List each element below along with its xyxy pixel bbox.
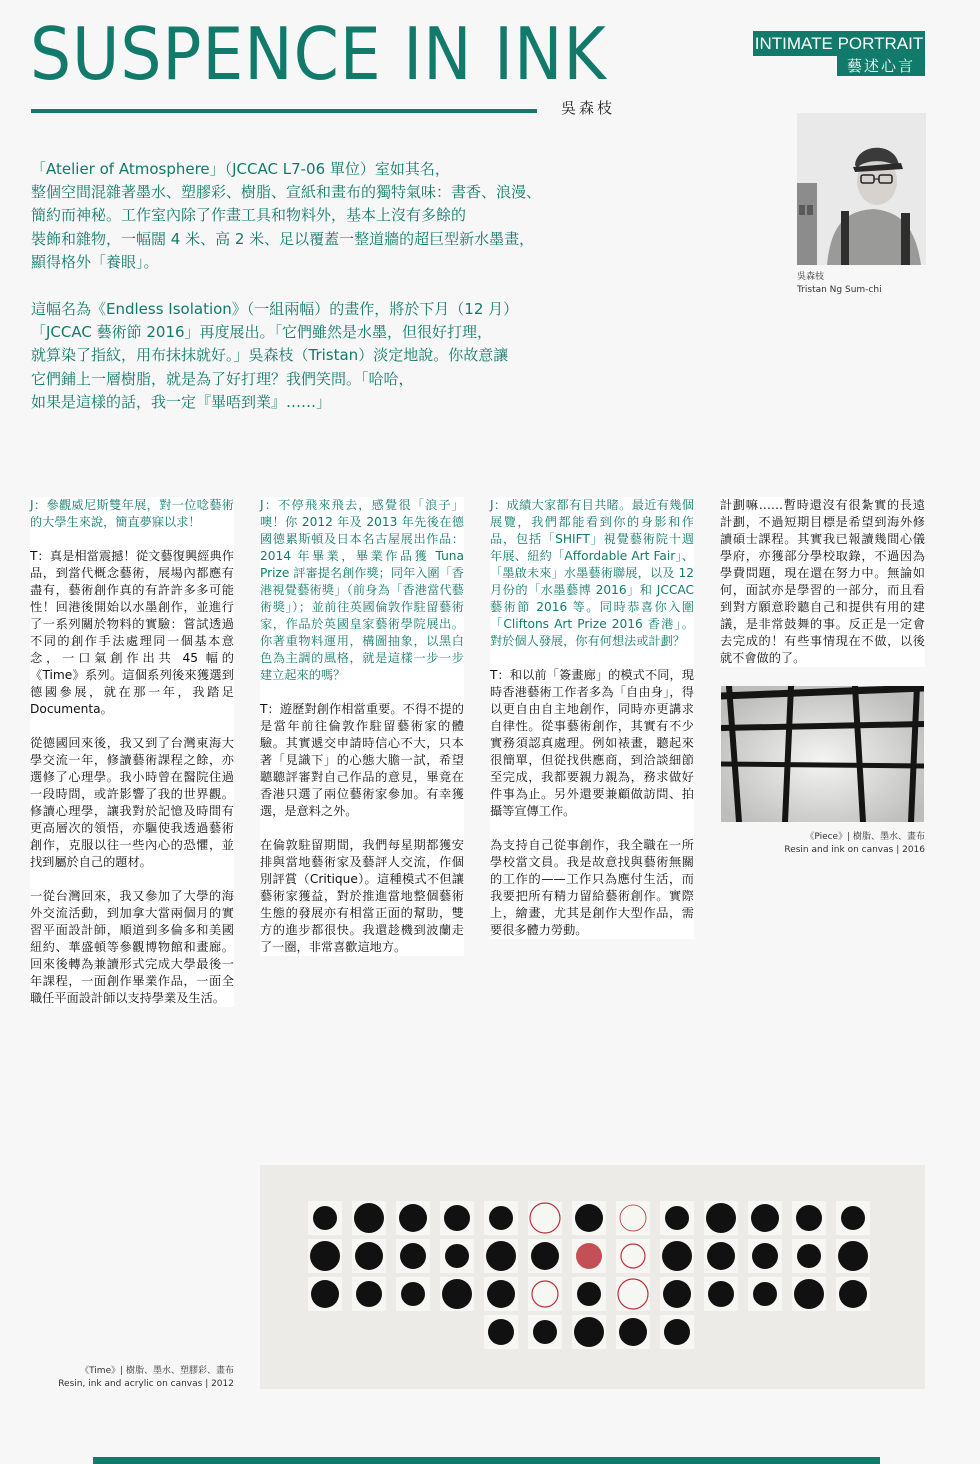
ink-circle (753, 1282, 777, 1306)
time-caption (30, 1365, 234, 1391)
artwork-time-image (260, 1165, 925, 1389)
ink-circle (751, 1204, 779, 1232)
interview-question: J：成績大家都有目共睹。最近有幾個展覽，我們都能看到你的身影和作品，包括「SHIFT」視覺藝術院十週年展、紐約「Affordable Art Fair」、「墨啟未來」水墨藝術聯展，以及 12 月份的「水墨藝博 2016」和 JCCAC 藝術節 2016 等。同時恭喜你入圍「Cliftons Art Prize 2016 香港」。對於個人發展，你有何想法或計劃？ (490, 498, 694, 648)
time-tile (528, 1277, 562, 1311)
ink-circle (839, 1280, 867, 1308)
ink-circle (662, 1241, 692, 1271)
section-badge (753, 31, 925, 76)
ink-circle (488, 1319, 514, 1345)
ink-circle (576, 1243, 602, 1269)
time-tile (616, 1277, 650, 1311)
ink-circle (706, 1203, 736, 1233)
portrait-caption-en: Tristan Ng Sum-chi (797, 285, 882, 295)
interview-answer: 在倫敦駐留期間，我們每星期都獲安排與當地藝術家及藝評人交流，作個別評賞（Critique）。這種模式不但讓藝術家獲益，對於推進當地整個藝術生態的發展亦有相當正面的幫助，雙方的進步都很快。我還趁機到波蘭走了一圈，非常喜歡這地方。 (260, 838, 464, 954)
ink-circle (442, 1279, 472, 1309)
portrait-caption (797, 271, 882, 297)
ink-circle (575, 1204, 603, 1232)
ink-circle (664, 1319, 690, 1345)
intro-line: 簡約而神秘。工作室內除了作畫工具和物料外，基本上沒有多餘的 (31, 206, 467, 225)
ink-circle (400, 1243, 426, 1269)
time-caption-zh: 《Time》| 樹脂、墨水、塑膠彩、畫布 (80, 1366, 234, 1376)
title-rule (31, 109, 537, 113)
interview-answer: 計劃嘛……暫時還沒有很紮實的長遠計劃，不過短期目標是希望到海外修讀碩士課程。其實我已報讀幾間心儀學府，亦獲部分學校取錄，不過因為學費問題，現在還在努力中。無論如何，面試亦是學習的一部分，而且看到對方願意聆聽自己和提供有用的建議，是非常鼓舞的事。反正是一定會去完成的！有些事情現在不做，以後就不會做的了。 (720, 498, 925, 665)
ink-circle (619, 1318, 647, 1346)
intro-line: 就算染了指紋，用布抹抹就好。」吳森枝（Tristan）淡定地說。你故意讓 (31, 346, 509, 365)
ink-circle (574, 1317, 604, 1347)
ink-circle (533, 1320, 557, 1344)
ink-circle (531, 1242, 559, 1270)
ink-circle (841, 1206, 865, 1230)
interview-answer: T：遊歷對創作相當重要。不得不提的是當年前往倫敦作駐留藝術家的體驗。其實遞交申請時信心不大，只本著「見識下」的心態大膽一試，希望聽聽評審對自己作品的意見，畢竟在香港只選了兩位藝術家參加。有幸獲選，是意料之外。 (260, 702, 464, 818)
ink-circle (794, 1279, 824, 1309)
ink-circle (838, 1241, 868, 1271)
piece-caption-zh: 《Piece》| 樹脂、墨水、畫布 (805, 832, 925, 842)
intro-line: 整個空間混雜著墨水、塑膠彩、樹脂、宣紙和畫布的獨特氣味：書香、浪漫、 (31, 183, 542, 202)
ink-circle (444, 1205, 470, 1231)
ink-circle (356, 1281, 382, 1307)
interview-answer: 一從台灣回來，我又參加了大學的海外交流活動，到加拿大當兩個月的實習平面設計師，順道到多倫多和美國紐約、華盛頓等參觀博物館和畫廊。回來後轉為兼讀形式完成大學最後一年課程，一面創作畢業作品，一面全職任平面設計師以支持學業及生活。 (30, 889, 234, 1005)
ink-circle (401, 1282, 425, 1306)
article-column-2 (260, 497, 464, 956)
ink-circle (399, 1204, 427, 1232)
ink-circle (354, 1203, 384, 1233)
ink-circle (313, 1206, 337, 1230)
piece-caption (721, 831, 925, 857)
ink-circle (489, 1206, 513, 1230)
ink-circle (487, 1280, 515, 1308)
footer-bar (93, 1457, 880, 1464)
ink-circle (355, 1242, 383, 1270)
ink-circle (486, 1241, 516, 1271)
intro-paragraph-1 (31, 158, 651, 274)
intro-paragraph-2 (31, 298, 651, 414)
interview-answer: T：真是相當震撼！從文藝復興經典作品，到當代概念藝術，展場內都應有盡有，藝術創作真的有許許多多可能性！回港後開始以水墨創作，並進行了一系列關於物料的實驗：嘗試透過不同的創作手法處理同一個基本意念，一口氣創作出共 45 幅的《Time》系列。這個系列後來獲選到德國參展，就在那一年，我踏足 Documenta。 (30, 549, 234, 716)
intro-line: 「Atelier of Atmosphere」（JCCAC L7-06 單位）室如其名， (31, 160, 450, 178)
author-name: 吳森枝 (561, 99, 616, 117)
ink-circle (445, 1244, 469, 1268)
ink-circle (796, 1205, 822, 1231)
badge-english: INTIMATE PORTRAIT (753, 31, 925, 56)
ink-circle (310, 1241, 340, 1271)
intro-line: 這幅名為《Endless Isolation》（一組兩幅）的畫作，將於下月（12 月） (31, 300, 519, 318)
piece-caption-en: Resin and ink on canvas | 2016 (784, 845, 925, 855)
intro-line: 「JCCAC 藝術節 2016」再度展出。「它們雖然是水墨，但很好打理， (31, 323, 493, 342)
ink-circle (663, 1280, 691, 1308)
interview-question: J：參觀威尼斯雙年展，對一位唸藝術的大學生來說，簡直夢寐以求！ (30, 498, 234, 529)
page-title: SUSPENCE IN INK (30, 12, 607, 96)
time-tile (528, 1201, 562, 1235)
article-column-4 (720, 497, 925, 667)
intro-line: 裝飾和雜物，一幅闊 4 米、高 2 米、足以覆蓋一整道牆的超巨型新水墨畫， (31, 229, 535, 248)
badge-chinese: 藝述心言 (837, 56, 925, 76)
intro-line: 它們鋪上一層樹脂，就是為了好打理？我們笑問。「哈哈， (31, 369, 414, 388)
time-tile (616, 1201, 650, 1235)
ink-circle (665, 1206, 689, 1230)
interview-answer: 為支持自己從事創作，我全職在一所學校當文員。我是故意找與藝術無關的工作的——工作只為應付生活，而我要把所有精力留給藝術創作。實際上，繪畫，尤其是創作大型作品，需要很多體力勞動。 (490, 838, 694, 937)
portrait-photo (797, 113, 926, 265)
ink-circle (708, 1281, 734, 1307)
ink-circle (577, 1282, 601, 1306)
artwork-piece-image (721, 686, 924, 822)
interview-question: J：不停飛來飛去，感覺很「浪子」噢！你 2012 年及 2013 年先後在德國德累斯頓及日本名古屋展出作品：2014 年畢業，畢業作品獲 Tuna Prize 評審提名創作獎；同年入圍「香港視覺藝術獎」（前身為「香港當代藝術獎」）；並前往英國倫敦作駐留藝術家，作品於英國皇家藝術學院展出。你著重物料運用，構圖抽象，以黑白色為主調的風格，就是這樣一步一步建立起來的嗎？ (260, 498, 464, 682)
portrait-caption-zh: 吳森枝 (797, 272, 825, 282)
time-caption-en: Resin, ink and acrylic on canvas | 2012 (58, 1379, 234, 1389)
interview-answer: 從德國回來後，我又到了台灣東海大學交流一年，修讀藝術課程之餘，亦選修了心理學。我小時曾在醫院住過一段時間，或許影響了我的世界觀。修讀心理學，讓我對於記憶及時間有更高層次的領悟，亦驅使我透過藝術創作，克服以往一些內心的恐懼，並找到屬於自己的題材。 (30, 736, 234, 869)
intro-line: 顯得格外「養眼」。 (31, 252, 159, 271)
article-column-1 (30, 497, 234, 1007)
ink-circle (311, 1280, 339, 1308)
ink-circle (797, 1244, 821, 1268)
article-column-3 (490, 497, 694, 939)
interview-answer: T：和以前「簽畫廊」的模式不同，現時香港藝術工作者多為「自由身」，得以更自由自主地創作，同時亦更講求自律性。從事藝術創作，其實有不少實務須認真處理。例如裱畫，聽起來很簡單，但從找供應商，到洽談細節至完成，我都要親力親為，務求做好件事為止。另外還要兼顧做訪問、拍攝等宣傳工作。 (490, 668, 694, 818)
ink-circle (752, 1243, 778, 1269)
ink-circle (707, 1242, 735, 1270)
intro-line: 如果是這樣的話，我一定『畢唔到業』……」 (31, 392, 332, 411)
